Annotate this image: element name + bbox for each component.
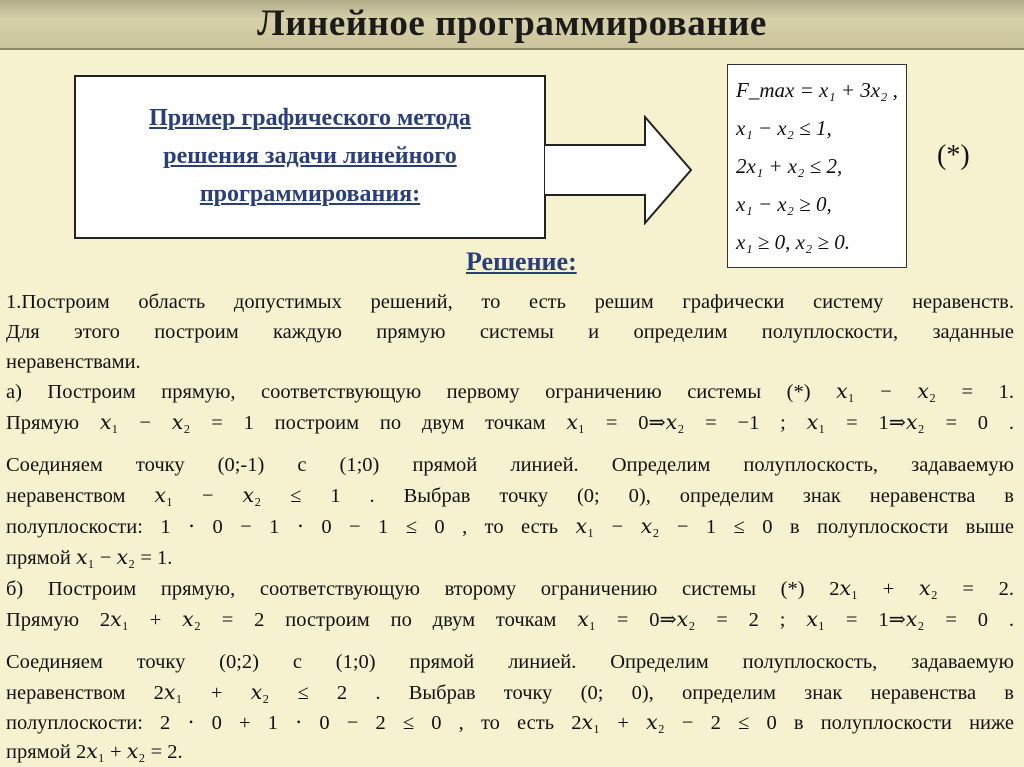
- text-line: Соединяем точку (0;-1) с (1;0) прямой линией. Определим полуплоскость, задаваемую: [6, 454, 1014, 476]
- text-line: Прямую 𝑥₁ − 𝑥₂ = 1 построим по двум точкам 𝑥₁ = 0⇒𝑥₂ = −1 ; 𝑥₁ = 1⇒𝑥₂ = 0 .: [6, 412, 1014, 434]
- page-title: Линейное программирование: [257, 3, 767, 44]
- right-arrow-icon: [545, 115, 693, 225]
- example-heading: [76, 99, 544, 213]
- objective-function: F_max = x₁ + 3x₂ ,: [736, 78, 898, 102]
- example-box: [74, 75, 546, 239]
- constraint-1: x₁ − x₂ ≤ 1,: [736, 116, 832, 140]
- constraint-3: x₁ − x₂ ≥ 0,: [736, 192, 832, 216]
- constraint-4: x₁ ≥ 0, x₂ ≥ 0.: [736, 230, 851, 254]
- example-line: решения задачи линейного: [163, 143, 457, 169]
- text-line: а) Построим прямую, соответствующую первому ограничению системы (*) 𝑥₁ − 𝑥₂ = 1.: [6, 381, 1014, 403]
- text-line: прямой 𝑥₁ − 𝑥₂ = 1.: [6, 547, 173, 569]
- example-line: Пример графического метода: [149, 105, 471, 131]
- text-line: б) Построим прямую, соответствующую второму ограничению системы (*) 2𝑥₁ + 𝑥₂ = 2.: [6, 578, 1014, 600]
- text-line: неравенством 𝑥₁ − 𝑥₂ ≤ 1 . Выбрав точку (0; 0), определим знак неравенства в: [6, 485, 1014, 507]
- text-line: 1.Построим область допустимых решений, то есть решим графически систему неравенств.: [6, 291, 1014, 313]
- text-line: полуплоскости: 1 ⋅ 0 − 1 ⋅ 0 − 1 ≤ 0 , то есть 𝑥₁ − 𝑥₂ − 1 ≤ 0 в полуплоскости выше: [6, 516, 1014, 538]
- solution-heading: Решение:: [466, 247, 577, 276]
- example-line: программирования:: [199, 181, 421, 207]
- text-line: прямой 2𝑥₁ + 𝑥₂ = 2.: [6, 741, 183, 763]
- title-bar: [0, 0, 1024, 50]
- system-label: (*): [937, 140, 970, 171]
- text-line: неравенствами.: [6, 351, 141, 373]
- text-line: Для этого построим каждую прямую системы и определим полуплоскости, заданные: [6, 321, 1014, 343]
- text-line: Прямую 2𝑥₁ + 𝑥₂ = 2 построим по двум точкам 𝑥₁ = 0⇒𝑥₂ = 2 ; 𝑥₁ = 1⇒𝑥₂ = 0 .: [6, 609, 1014, 631]
- constraint-2: 2x₁ + x₂ ≤ 2,: [736, 154, 843, 178]
- text-line: полуплоскости: 2 ⋅ 0 + 1 ⋅ 0 − 2 ≤ 0 , то есть 2𝑥₁ + 𝑥₂ − 2 ≤ 0 в полуплоскости ниже: [6, 712, 1014, 734]
- text-line: неравенством 2𝑥₁ + 𝑥₂ ≤ 2 . Выбрав точку (0; 0), определим знак неравенства в: [6, 682, 1014, 704]
- text-line: Соединяем точку (0;2) с (1;0) прямой линией. Определим полуплоскость, задаваемую: [6, 651, 1014, 673]
- constraint-system: [727, 64, 907, 268]
